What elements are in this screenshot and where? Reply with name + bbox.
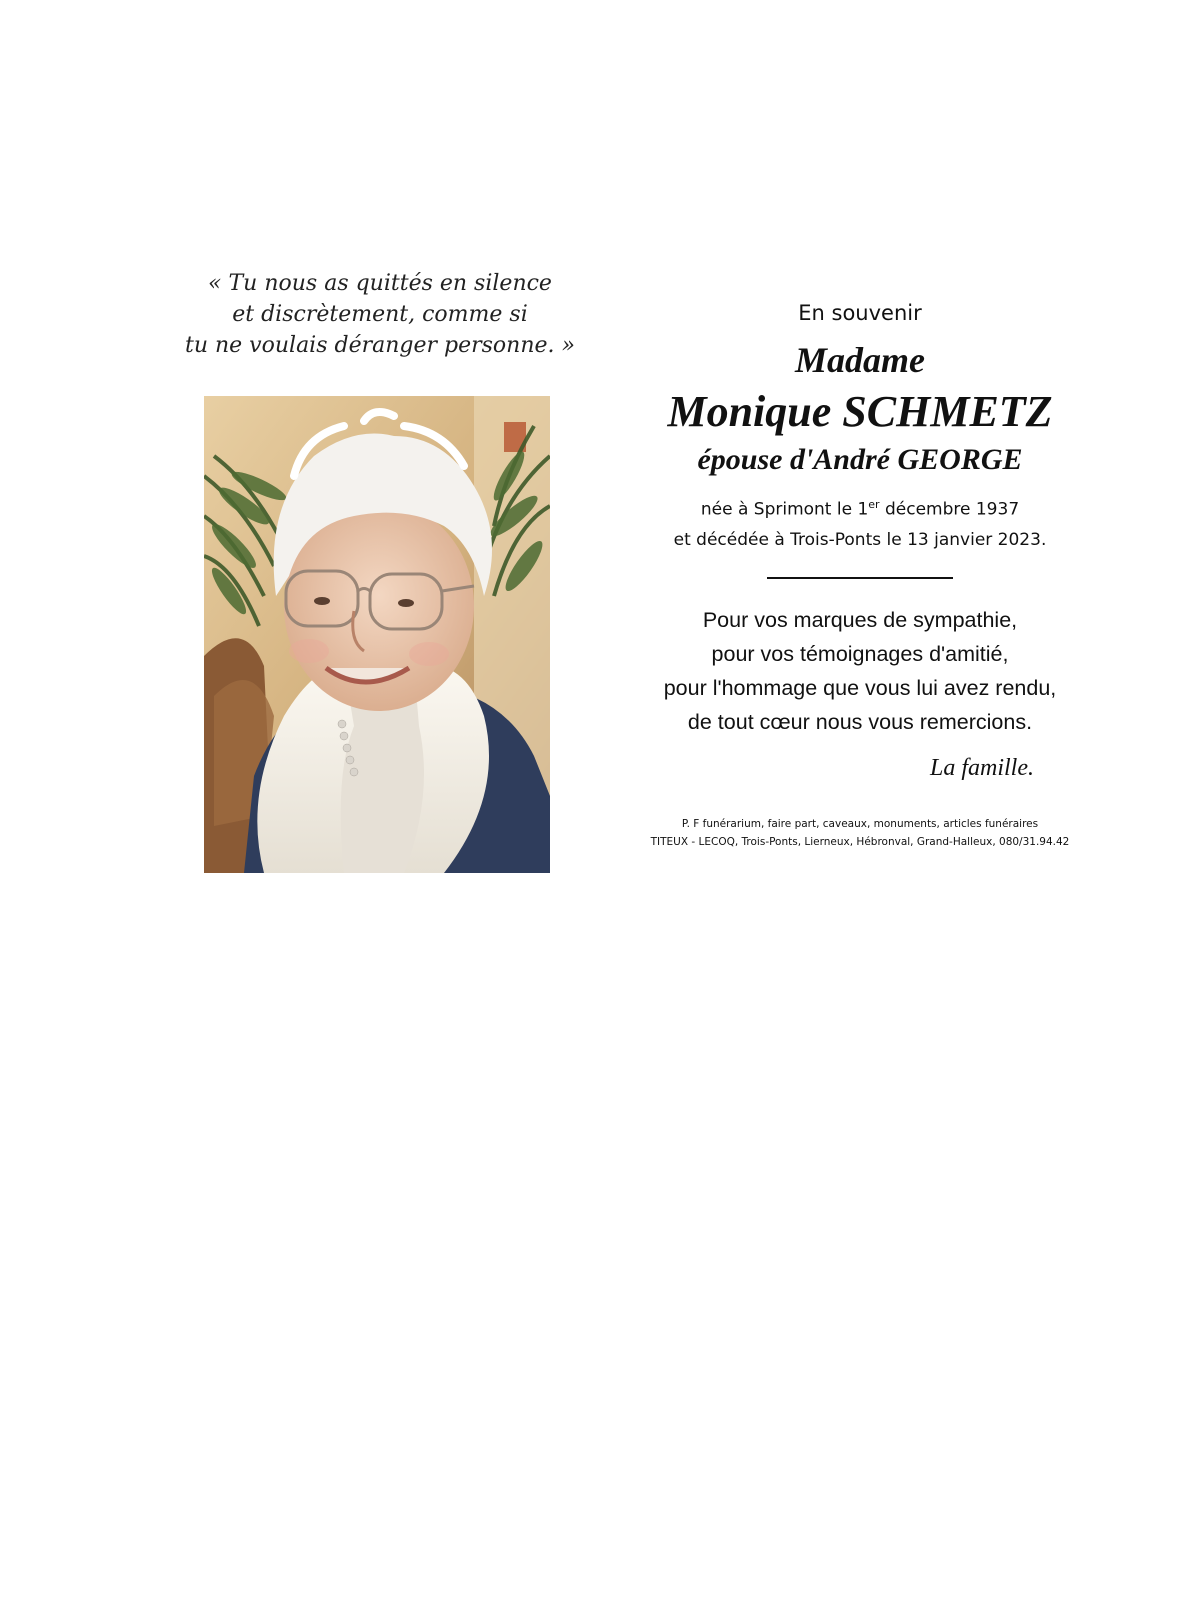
birth-superscript: er	[868, 498, 880, 511]
intro-text: En souvenir	[798, 301, 922, 325]
birth-suffix: décembre 1937	[879, 499, 1020, 520]
dates-block	[640, 490, 1080, 555]
thanks-line: pour vos témoignages d'amitié,	[711, 641, 1009, 666]
spouse-line: épouse d'André GEORGE	[697, 443, 1023, 476]
family-signature: La famille.	[929, 754, 1034, 781]
memorial-poem	[180, 268, 580, 361]
poem-line: tu ne voulais déranger personne. »	[185, 333, 575, 358]
thanks-line: pour l'hommage que vous lui avez rendu,	[663, 675, 1057, 700]
footer-line: TITEUX - LECOQ, Trois-Ponts, Lierneux, Hébronval, Grand-Halleux, 080/31.94.42	[650, 835, 1070, 848]
thanks-line: Pour vos marques de sympathie,	[702, 607, 1018, 632]
title-text: Madame	[795, 340, 925, 380]
footer-line: P. F funérarium, faire part, caveaux, monuments, articles funéraires	[681, 817, 1039, 830]
birth-prefix: née à Sprimont le 1	[700, 499, 869, 520]
birth-line	[640, 490, 1080, 525]
funeral-home-footer	[640, 815, 1080, 851]
poem-line: et discrètement, comme si	[232, 302, 528, 327]
divider-line	[767, 577, 953, 579]
thanks-block	[640, 603, 1080, 739]
death-line: et décédée à Trois-Ponts le 13 janvier 2023.	[673, 529, 1047, 550]
portrait-photo	[204, 396, 550, 873]
memorial-text-block	[640, 298, 1080, 851]
thanks-line: de tout cœur nous vous remercions.	[687, 709, 1033, 734]
poem-line: « Tu nous as quittés en silence	[208, 271, 552, 296]
deceased-name: Monique SCHMETZ	[667, 387, 1053, 436]
